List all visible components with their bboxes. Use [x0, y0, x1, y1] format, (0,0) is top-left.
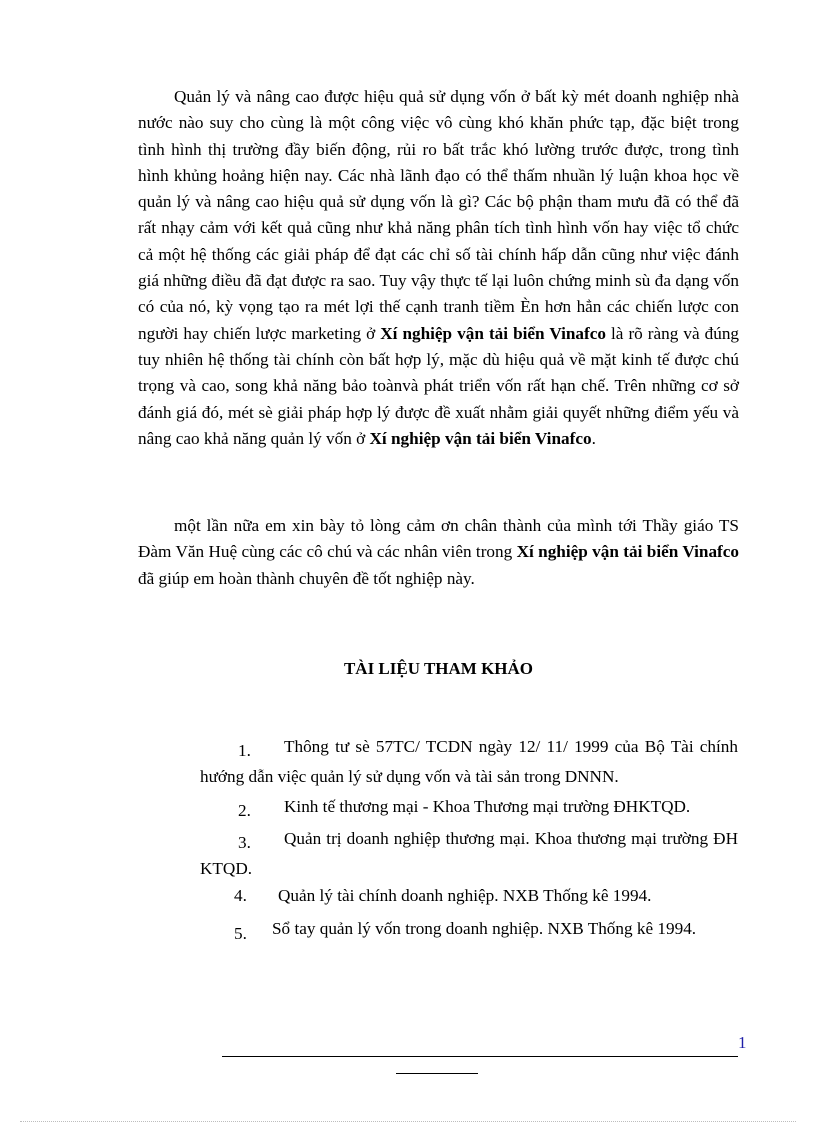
company-name-bold: Xí nghiệp vận tải biển Vinafco [380, 323, 606, 343]
reference-text: Quản lý tài chính doanh nghiệp. NXB Thống kê 1994. [278, 886, 652, 905]
reference-item [200, 826, 738, 883]
reference-number: 4. [234, 886, 247, 905]
conclusion-paragraph-1 [138, 84, 739, 452]
company-name-bold: Xí nghiệp vận tải biển Vinafco [516, 542, 740, 562]
reference-number: 3. [238, 833, 251, 852]
references-title: TÀI LIỆU THAM KHẢO [343, 659, 534, 678]
paragraph-text: là rõ ràng và đúng tuy nhiên hệ thống tài chính còn bất hợp lý, mặc dù hiệu quả về mặt kinh tế được chú trọng và cao, song khả năng bảo toànvà phát triển vốn rất hạn chế. Trên những cơ sở đánh giá đó, mét sè giải pháp hợp lý được đề xuất nhằm giải quyết những điểm yếu và nâng cao khả năng quản lý vốn ở [138, 323, 740, 448]
page-number: 1 [738, 1033, 747, 1052]
reference-number: 5. [234, 924, 247, 943]
paragraph-text: đã giúp em hoàn thành chuyên đề tốt nghiệp này. [138, 568, 475, 588]
reference-item [234, 916, 738, 947]
reference-item [234, 883, 738, 909]
reference-text: Kinh tế thương mại - Khoa Thương mại trường ĐHKTQD. [284, 797, 691, 816]
reference-item [238, 794, 738, 824]
reference-item [200, 734, 738, 791]
footer-rule [222, 1056, 738, 1057]
footer-rule-short [396, 1073, 478, 1074]
reference-number: 1. [238, 741, 251, 760]
reference-text: Quản trị doanh nghiệp thương mại. Khoa thương mại trường ĐH KTQD. [200, 829, 738, 879]
page-edge-divider [20, 1121, 796, 1122]
paragraph-text: một lần nữa em xin bày tỏ lòng cảm ơn chân thành của mình tới Thầy giáo TS Đàm Văn Huệ cùng các cô chú và các nhân viên trong [138, 516, 739, 562]
paragraph-text: Quản lý và nâng cao được hiệu quả sử dụng vốn ở bất kỳ mét doanh nghiệp nhà nước nào suy cho cùng là một công việc vô cùng khó khăn phức tạp, đặc biệt trong tình hình thị trường đầy biến động, rủi ro bất trắc khó lường trước được, trong tình hình khủng hoảng hiện nay. Các nhà lãnh đạo có thể thấm nhuần lý luận khoa học về quản lý và nâng cao hiệu quả sử dụng vốn là gì? Các bộ phận tham mưu đã có thể đã rất nhạy cảm với kết quả cũng như khả năng phân tích tình hình vốn hay việc tổ chức cả một hệ thống các giải pháp để đạt các chỉ số tài chính hấp dẫn cũng như việc đánh giá những điều đã đạt được ra sao. Tuy vậy thực tế lại luôn chứng minh sù đa dạng vốn có của nó, kỳ vọng tạo ra mét lợi thế cạnh tranh tiềm Èn hơn hẳn các chiến lược con người hay chiến lược marketing ở [138, 87, 739, 343]
reference-number: 2. [238, 801, 251, 820]
company-name-bold: Xí nghiệp vận tải biển Vinafco [369, 428, 592, 448]
reference-text: Sổ tay quản lý vốn trong doanh nghiệp. NXB Thống kê 1994. [272, 919, 697, 938]
reference-text: Thông tư sè 57TC/ TCDN ngày 12/ 11/ 1999 của Bộ Tài chính hướng dẫn việc quản lý sử dụng vốn và tài sản trong DNNN. [200, 737, 738, 787]
paragraph-text: . [591, 428, 596, 448]
conclusion-paragraph-2 [138, 513, 739, 592]
